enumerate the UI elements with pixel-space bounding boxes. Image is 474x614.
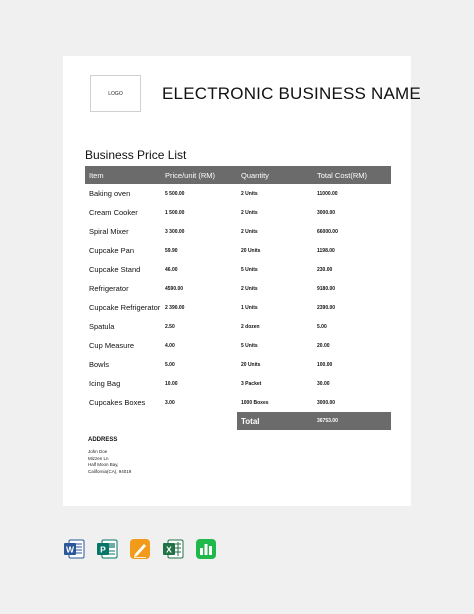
address-block <box>88 449 131 475</box>
row-item: Cream Cooker <box>89 208 138 217</box>
row-total: 11000.00 <box>317 190 338 197</box>
header-price: Price/unit (RM) <box>161 166 237 184</box>
row-item: Cupcake Pan <box>89 246 135 255</box>
row-quantity: 2 Units <box>241 228 258 235</box>
business-name: ELECTRONIC BUSINESS NAME <box>162 84 421 103</box>
row-price: 2.50 <box>165 323 175 330</box>
excel-letter: X <box>166 544 172 555</box>
row-quantity: 2 Units <box>241 209 258 216</box>
table-row <box>85 336 391 355</box>
price-table <box>85 166 391 430</box>
row-quantity: 20 Units <box>241 247 261 254</box>
price-list-page <box>63 56 421 506</box>
row-item: Cup Measure <box>89 341 135 350</box>
row-item: Icing Bag <box>89 379 121 388</box>
table-row <box>85 298 391 317</box>
header-quantity: Quantity <box>237 166 313 184</box>
address-line: Mizzen Ln <box>88 455 109 461</box>
table-row <box>85 203 391 222</box>
row-total: 100.00 <box>317 361 333 368</box>
address-line: California(CA), 94019 <box>88 468 132 474</box>
row-item: Baking oven <box>89 189 131 198</box>
row-total: 30.00 <box>317 380 330 387</box>
row-price: 46.00 <box>165 266 178 273</box>
row-total: 3000.00 <box>317 209 336 216</box>
table-row <box>85 260 391 279</box>
row-price: 1 500.00 <box>165 209 185 216</box>
logo-label: LOGO <box>108 90 123 97</box>
row-quantity: 20 Units <box>241 361 261 368</box>
header-item: Item <box>85 166 161 184</box>
table-row <box>85 184 391 203</box>
header-total-cost: Total Cost(RM) <box>313 166 391 184</box>
table-row <box>85 222 391 241</box>
row-price: 4590.00 <box>165 285 184 292</box>
table-header-row <box>85 166 391 184</box>
row-item: Cupcake Stand <box>89 265 141 274</box>
total-row <box>85 412 391 430</box>
address-line: Half Moon Bay, <box>88 462 119 467</box>
total-value: 36753.00 <box>313 412 391 430</box>
publisher-icon[interactable] <box>96 538 118 560</box>
word-icon[interactable] <box>63 538 85 560</box>
row-price: 10.00 <box>165 380 178 387</box>
table-row <box>85 393 391 412</box>
numbers-icon[interactable] <box>195 538 217 560</box>
row-total: 66000.00 <box>317 228 338 235</box>
row-item: Spiral Mixer <box>89 227 129 236</box>
logo-placeholder <box>90 75 141 112</box>
row-price: 59.90 <box>165 247 178 254</box>
table-row <box>85 355 391 374</box>
row-quantity: 2 dozen <box>241 323 260 330</box>
price-list-title: Business Price List <box>85 148 187 162</box>
row-quantity: 5 Units <box>241 342 258 349</box>
row-quantity: 2 Units <box>241 285 258 292</box>
row-quantity: 5 Units <box>241 266 258 273</box>
publisher-letter: P <box>100 544 106 555</box>
row-item: Cupcake Refrigerator <box>89 303 161 312</box>
row-item: Bowls <box>89 360 110 369</box>
row-price: 4.00 <box>165 342 175 349</box>
address-title: ADDRESS <box>88 437 118 443</box>
row-price: 2 390.00 <box>165 304 185 311</box>
row-total: 20.00 <box>317 342 330 349</box>
row-item: Refrigerator <box>89 284 129 293</box>
row-quantity: 1000 Boxes <box>241 399 269 406</box>
row-total: 2390.00 <box>317 304 336 311</box>
total-label: Total <box>237 412 313 430</box>
address-line: John Doe <box>88 449 108 454</box>
row-total: 1198.00 <box>317 247 335 254</box>
row-total: 3000.00 <box>317 399 336 406</box>
row-price: 3 300.00 <box>165 228 185 235</box>
row-price: 3.00 <box>165 399 175 406</box>
row-item: Spatula <box>89 322 115 331</box>
table-row <box>85 279 391 298</box>
row-quantity: 3 Packet <box>241 380 262 387</box>
row-price: 5.00 <box>165 361 175 368</box>
row-quantity: 2 Units <box>241 190 258 197</box>
row-price: 5 500.00 <box>165 190 185 197</box>
table-row <box>85 374 391 393</box>
pages-icon[interactable] <box>129 538 151 560</box>
row-total: 5.00 <box>317 323 327 330</box>
row-quantity: 1 Units <box>241 304 258 311</box>
table-row <box>85 317 391 336</box>
word-letter: W <box>65 544 75 555</box>
app-icon-row <box>63 538 217 560</box>
row-item: Cupcakes Boxes <box>89 398 146 407</box>
excel-icon[interactable] <box>162 538 184 560</box>
table-row <box>85 241 391 260</box>
row-total: 230.00 <box>317 266 333 273</box>
row-total: 9180.00 <box>317 285 336 292</box>
